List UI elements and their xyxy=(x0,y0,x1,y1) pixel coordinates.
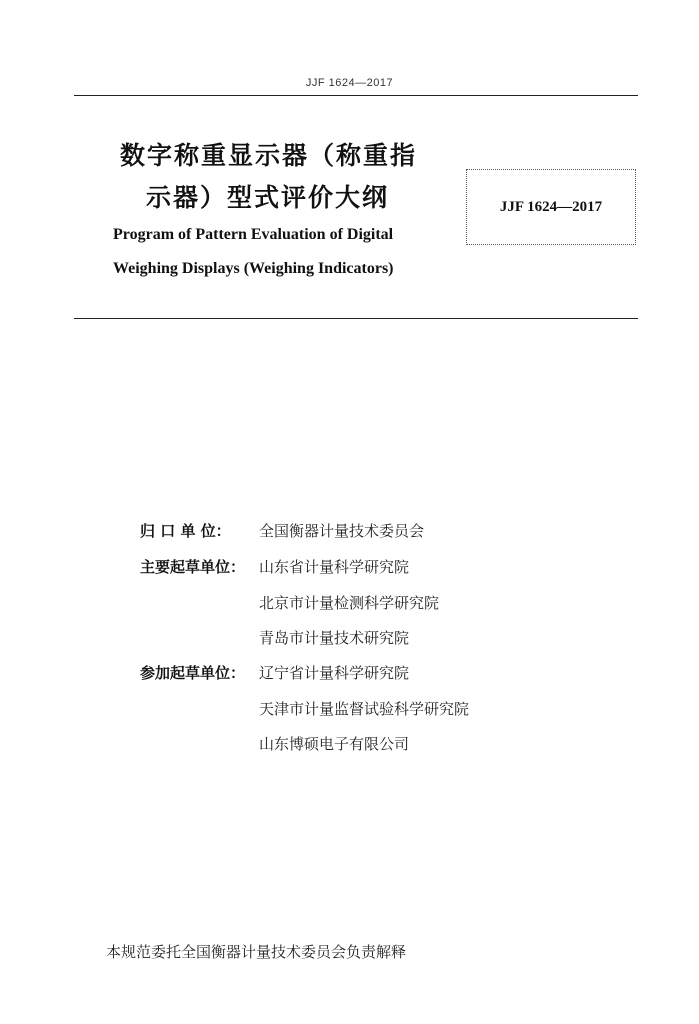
participating-unit: 辽宁省计量科学研究院 xyxy=(259,664,410,682)
footer-note: 本规范委托全国衡器计量技术委员会负责解释 xyxy=(106,943,407,961)
middle-rule xyxy=(74,318,638,319)
participating-unit: 山东博硕电子有限公司 xyxy=(259,735,410,753)
main-drafting-unit: 青岛市计量技术研究院 xyxy=(259,629,410,647)
title-chinese-line-1: 数字称重显示器（称重指 xyxy=(120,141,418,170)
main-drafting-label: 主要起草单位： xyxy=(140,558,246,576)
responsible-unit: 全国衡器计量技术委员会 xyxy=(259,522,425,540)
main-drafting-unit: 北京市计量检测科学研究院 xyxy=(259,594,440,612)
top-rule xyxy=(74,95,638,96)
title-english-line-1: Program of Pattern Evaluation of Digital xyxy=(113,226,394,243)
participating-label: 参加起草单位： xyxy=(140,664,246,682)
header-code: JJF 1624—2017 xyxy=(305,77,394,89)
responsible-unit-label: 归 口 单 位： xyxy=(140,522,231,540)
participating-unit: 天津市计量监督试验科学研究院 xyxy=(259,700,470,718)
main-drafting-unit: 山东省计量科学研究院 xyxy=(259,558,410,576)
standard-code: JJF 1624—2017 xyxy=(499,198,603,215)
title-english-line-2: Weighing Displays (Weighing Indicators) xyxy=(113,260,394,277)
title-chinese-line-2: 示器）型式评价大纲 xyxy=(146,183,390,212)
standard-code-box xyxy=(466,169,636,245)
